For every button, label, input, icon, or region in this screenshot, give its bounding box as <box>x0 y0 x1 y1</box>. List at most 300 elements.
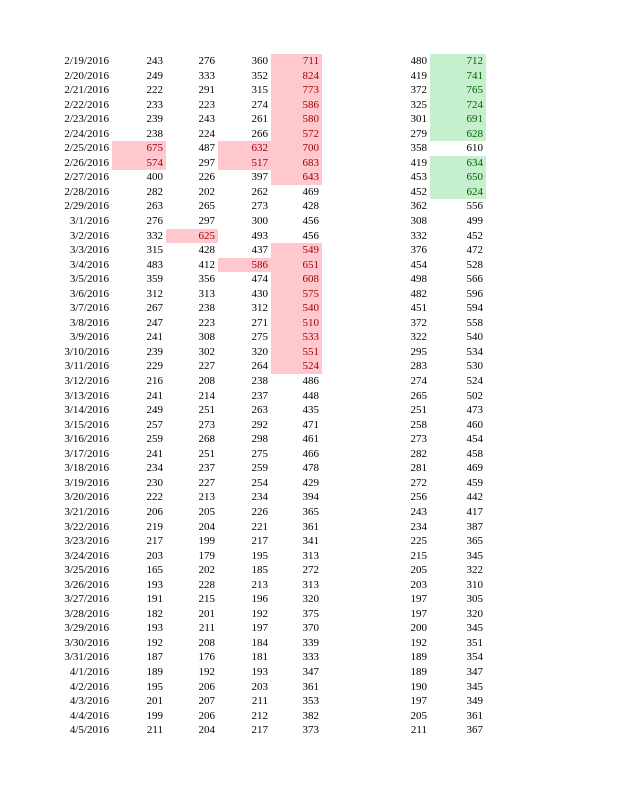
value-cell-col6: 610 <box>466 142 483 155</box>
value-cell-col2: 302 <box>198 345 215 358</box>
date-cell: 2/24/2016 <box>64 127 109 140</box>
value-cell-col3: 184 <box>251 636 268 649</box>
value-cell-col2: 208 <box>198 636 215 649</box>
date-cell: 3/11/2016 <box>64 360 109 373</box>
table-row <box>0 636 618 651</box>
value-cell-col4: 456 <box>302 215 319 228</box>
value-cell-col3: 312 <box>251 302 268 315</box>
value-cell-col5: 498 <box>410 273 427 286</box>
table-row <box>0 272 618 287</box>
value-cell-col5: 197 <box>410 695 427 708</box>
value-cell-col1: 229 <box>146 360 163 373</box>
value-cell-col1: 211 <box>146 724 163 737</box>
value-cell-col3: 254 <box>251 476 268 489</box>
value-cell-col1: 241 <box>146 331 163 344</box>
table-row <box>0 592 618 607</box>
date-cell: 2/20/2016 <box>64 69 109 82</box>
date-cell: 3/9/2016 <box>69 331 109 344</box>
value-cell-col3: 261 <box>251 113 268 126</box>
value-cell-col1: 247 <box>146 316 163 329</box>
table-row <box>0 127 618 142</box>
value-cell-col5: 205 <box>410 709 427 722</box>
value-cell-col5: 274 <box>410 375 427 388</box>
table-row <box>0 650 618 665</box>
value-cell-col2: 227 <box>198 476 215 489</box>
value-cell-col5: 362 <box>410 200 427 213</box>
table-row <box>0 214 618 229</box>
value-cell-col6: 540 <box>466 331 483 344</box>
value-cell-col6: 556 <box>466 200 483 213</box>
table-row <box>0 83 618 98</box>
value-cell-col3: 193 <box>251 665 268 678</box>
value-cell-col5: 197 <box>410 607 427 620</box>
value-cell-col6: 345 <box>466 549 483 562</box>
value-cell-col6: 499 <box>466 215 483 228</box>
value-cell-col4: 572 <box>271 127 322 142</box>
date-cell: 2/28/2016 <box>64 185 109 198</box>
table-row <box>0 243 618 258</box>
value-cell-col2: 228 <box>198 578 215 591</box>
date-cell: 4/2/2016 <box>69 680 109 693</box>
value-cell-col1: 483 <box>146 258 163 271</box>
value-cell-col2: 204 <box>198 520 215 533</box>
value-cell-col2: 201 <box>198 607 215 620</box>
value-cell-col3: 360 <box>251 55 268 67</box>
date-cell: 2/29/2016 <box>64 200 109 213</box>
value-cell-col3: 185 <box>251 564 268 577</box>
value-cell-col1: 267 <box>146 302 163 315</box>
value-cell-col1: 359 <box>146 273 163 286</box>
value-cell-col5: 265 <box>410 389 427 402</box>
date-cell: 3/15/2016 <box>64 418 109 431</box>
value-cell-col5: 203 <box>410 578 427 591</box>
date-cell: 2/21/2016 <box>64 84 109 97</box>
value-cell-col4: 370 <box>302 622 319 635</box>
value-cell-col1: 315 <box>146 244 163 257</box>
value-cell-col2: 213 <box>198 491 215 504</box>
date-cell: 2/22/2016 <box>64 98 109 111</box>
value-cell-col1: 222 <box>146 84 163 97</box>
value-cell-col5: 272 <box>410 476 427 489</box>
value-cell-col5: 451 <box>410 302 427 315</box>
value-cell-col2: 308 <box>198 331 215 344</box>
value-cell-col5: 197 <box>410 593 427 606</box>
value-cell-col5: 372 <box>410 84 427 97</box>
value-cell-col5: 480 <box>410 55 427 67</box>
value-cell-col4: 773 <box>271 83 322 98</box>
value-cell-col4: 361 <box>302 520 319 533</box>
value-cell-col5: 205 <box>410 564 427 577</box>
value-cell-col3: 517 <box>218 156 271 171</box>
table-row <box>0 694 618 709</box>
value-cell-col3: 221 <box>251 520 268 533</box>
table-row <box>0 432 618 447</box>
value-cell-col2: 238 <box>198 302 215 315</box>
value-cell-col1: 238 <box>146 127 163 140</box>
value-cell-col3: 273 <box>251 200 268 213</box>
value-cell-col5: 200 <box>410 622 427 635</box>
value-cell-col2: 333 <box>198 69 215 82</box>
value-cell-col2: 268 <box>198 433 215 446</box>
date-cell: 3/18/2016 <box>64 462 109 475</box>
table-row <box>0 54 618 69</box>
value-cell-col5: 281 <box>410 462 427 475</box>
value-cell-col3: 263 <box>251 404 268 417</box>
value-cell-col1: 243 <box>146 55 163 67</box>
table-row <box>0 359 618 374</box>
date-cell: 3/5/2016 <box>69 273 109 286</box>
date-cell: 2/27/2016 <box>64 171 109 184</box>
date-cell: 3/19/2016 <box>64 476 109 489</box>
value-cell-col6: 524 <box>466 375 483 388</box>
value-cell-col1: 574 <box>112 156 166 171</box>
value-cell-col2: 207 <box>198 695 215 708</box>
value-cell-col1: 234 <box>146 462 163 475</box>
value-cell-col5: 283 <box>410 360 427 373</box>
date-cell: 3/7/2016 <box>69 302 109 315</box>
value-cell-col1: 332 <box>146 229 163 242</box>
value-cell-col2: 243 <box>198 113 215 126</box>
table-row <box>0 505 618 520</box>
value-cell-col4: 429 <box>302 476 319 489</box>
table-row <box>0 258 618 273</box>
value-cell-col3: 397 <box>251 171 268 184</box>
value-cell-col2: 251 <box>198 404 215 417</box>
date-cell: 3/16/2016 <box>64 433 109 446</box>
date-cell: 3/8/2016 <box>69 316 109 329</box>
value-cell-col1: 199 <box>146 709 163 722</box>
value-cell-col2: 215 <box>198 593 215 606</box>
value-cell-col1: 192 <box>146 636 163 649</box>
value-cell-col2: 428 <box>198 244 215 257</box>
value-cell-col5: 372 <box>410 316 427 329</box>
value-cell-col6: 361 <box>466 709 483 722</box>
value-cell-col4: 469 <box>302 185 319 198</box>
table-row <box>0 549 618 564</box>
date-cell: 3/12/2016 <box>64 375 109 388</box>
value-cell-col6: 452 <box>466 229 483 242</box>
value-cell-col2: 223 <box>198 316 215 329</box>
value-cell-col2: 313 <box>198 287 215 300</box>
value-cell-col1: 206 <box>146 505 163 518</box>
value-cell-col2: 176 <box>198 651 215 664</box>
value-cell-col6: 534 <box>466 345 483 358</box>
date-cell: 4/3/2016 <box>69 695 109 708</box>
value-cell-col6: 305 <box>466 593 483 606</box>
value-cell-col3: 217 <box>251 724 268 737</box>
date-cell: 3/22/2016 <box>64 520 109 533</box>
value-cell-col5: 454 <box>410 258 427 271</box>
value-cell-col4: 683 <box>271 156 322 171</box>
value-cell-col6: 596 <box>466 287 483 300</box>
value-cell-col5: 322 <box>410 331 427 344</box>
value-cell-col6: 460 <box>466 418 483 431</box>
value-cell-col3: 300 <box>251 215 268 228</box>
value-cell-col6: 345 <box>466 680 483 693</box>
value-cell-col5: 419 <box>410 156 427 169</box>
table-row <box>0 461 618 476</box>
value-cell-col4: 471 <box>302 418 319 431</box>
value-cell-col2: 487 <box>198 142 215 155</box>
table-row <box>0 229 618 244</box>
table-row <box>0 520 618 535</box>
value-cell-col3: 264 <box>251 360 268 373</box>
table-row <box>0 301 618 316</box>
value-cell-col5: 190 <box>410 680 427 693</box>
value-cell-col5: 295 <box>410 345 427 358</box>
value-cell-col6: 594 <box>466 302 483 315</box>
value-cell-col1: 263 <box>146 200 163 213</box>
date-cell: 2/25/2016 <box>64 142 109 155</box>
value-cell-col3: 352 <box>251 69 268 82</box>
value-cell-col6: 320 <box>466 607 483 620</box>
table-row <box>0 476 618 491</box>
table-row <box>0 447 618 462</box>
value-cell-col1: 249 <box>146 69 163 82</box>
table-row <box>0 665 618 680</box>
value-cell-col4: 353 <box>302 695 319 708</box>
value-cell-col6: 528 <box>466 258 483 271</box>
value-cell-col4: 824 <box>271 69 322 84</box>
value-cell-col4: 320 <box>302 593 319 606</box>
date-cell: 3/25/2016 <box>64 564 109 577</box>
value-cell-col3: 275 <box>251 331 268 344</box>
value-cell-col6: 724 <box>430 98 486 113</box>
date-cell: 3/31/2016 <box>64 651 109 664</box>
value-cell-col1: 675 <box>112 141 166 156</box>
value-cell-col6: 354 <box>466 651 483 664</box>
value-cell-col2: 199 <box>198 535 215 548</box>
table-row <box>0 170 618 185</box>
value-cell-col6: 502 <box>466 389 483 402</box>
value-cell-col3: 181 <box>251 651 268 664</box>
table-row <box>0 680 618 695</box>
value-cell-col6: 628 <box>430 127 486 142</box>
date-cell: 2/26/2016 <box>64 156 109 169</box>
value-cell-col6: 459 <box>466 476 483 489</box>
value-cell-col6: 530 <box>466 360 483 373</box>
value-cell-col3: 259 <box>251 462 268 475</box>
value-cell-col3: 274 <box>251 98 268 111</box>
value-cell-col5: 234 <box>410 520 427 533</box>
value-cell-col1: 233 <box>146 98 163 111</box>
date-cell: 4/4/2016 <box>69 709 109 722</box>
value-cell-col1: 241 <box>146 389 163 402</box>
value-cell-col1: 400 <box>146 171 163 184</box>
table-row <box>0 141 618 156</box>
value-cell-col3: 586 <box>218 258 271 273</box>
date-cell: 2/19/2016 <box>64 55 109 67</box>
value-cell-col5: 256 <box>410 491 427 504</box>
date-cell: 3/27/2016 <box>64 593 109 606</box>
value-cell-col3: 320 <box>251 345 268 358</box>
value-cell-col5: 273 <box>410 433 427 446</box>
value-cell-col2: 412 <box>198 258 215 271</box>
value-cell-col5: 211 <box>410 724 427 737</box>
value-cell-col5: 258 <box>410 418 427 431</box>
value-cell-col4: 524 <box>271 359 322 374</box>
value-cell-col5: 453 <box>410 171 427 184</box>
value-cell-col4: 586 <box>271 98 322 113</box>
table-row <box>0 389 618 404</box>
value-cell-col4: 373 <box>302 724 319 737</box>
value-cell-col4: 456 <box>302 229 319 242</box>
value-cell-col1: 230 <box>146 476 163 489</box>
date-cell: 4/5/2016 <box>69 724 109 737</box>
value-cell-col4: 549 <box>271 243 322 258</box>
data-sheet <box>0 54 618 738</box>
value-cell-col4: 333 <box>302 651 319 664</box>
value-cell-col4: 361 <box>302 680 319 693</box>
date-cell: 3/10/2016 <box>64 345 109 358</box>
value-cell-col2: 179 <box>198 549 215 562</box>
value-cell-col4: 313 <box>302 578 319 591</box>
table-row <box>0 621 618 636</box>
date-cell: 3/4/2016 <box>69 258 109 271</box>
table-row <box>0 199 618 214</box>
value-cell-col3: 266 <box>251 127 268 140</box>
value-cell-col6: 741 <box>430 69 486 84</box>
value-cell-col1: 257 <box>146 418 163 431</box>
value-cell-col2: 625 <box>166 229 218 244</box>
value-cell-col6: 469 <box>466 462 483 475</box>
value-cell-col6: 566 <box>466 273 483 286</box>
value-cell-col4: 551 <box>271 345 322 360</box>
value-cell-col2: 297 <box>198 215 215 228</box>
value-cell-col4: 486 <box>302 375 319 388</box>
value-cell-col5: 243 <box>410 505 427 518</box>
value-cell-col1: 239 <box>146 113 163 126</box>
value-cell-col6: 345 <box>466 622 483 635</box>
value-cell-col2: 202 <box>198 564 215 577</box>
value-cell-col2: 192 <box>198 665 215 678</box>
date-cell: 2/23/2016 <box>64 113 109 126</box>
value-cell-col3: 211 <box>251 695 268 708</box>
value-cell-col6: 322 <box>466 564 483 577</box>
table-row <box>0 374 618 389</box>
value-cell-col6: 558 <box>466 316 483 329</box>
value-cell-col2: 273 <box>198 418 215 431</box>
value-cell-col4: 575 <box>271 287 322 302</box>
table-row <box>0 563 618 578</box>
value-cell-col3: 493 <box>251 229 268 242</box>
value-cell-col4: 448 <box>302 389 319 402</box>
value-cell-col5: 308 <box>410 215 427 228</box>
value-cell-col2: 214 <box>198 389 215 402</box>
date-cell: 4/1/2016 <box>69 665 109 678</box>
value-cell-col2: 211 <box>198 622 215 635</box>
date-cell: 3/23/2016 <box>64 535 109 548</box>
value-cell-col3: 203 <box>251 680 268 693</box>
value-cell-col5: 189 <box>410 665 427 678</box>
value-cell-col3: 238 <box>251 375 268 388</box>
value-cell-col2: 204 <box>198 724 215 737</box>
value-cell-col6: 367 <box>466 724 483 737</box>
value-cell-col3: 262 <box>251 185 268 198</box>
value-cell-col5: 358 <box>410 142 427 155</box>
date-cell: 3/20/2016 <box>64 491 109 504</box>
value-cell-col6: 650 <box>430 170 486 185</box>
value-cell-col4: 313 <box>302 549 319 562</box>
value-cell-col3: 430 <box>251 287 268 300</box>
value-cell-col5: 251 <box>410 404 427 417</box>
value-cell-col4: 339 <box>302 636 319 649</box>
table-row <box>0 69 618 84</box>
value-cell-col3: 196 <box>251 593 268 606</box>
value-cell-col1: 216 <box>146 375 163 388</box>
value-cell-col1: 276 <box>146 215 163 228</box>
value-cell-col5: 419 <box>410 69 427 82</box>
date-cell: 3/24/2016 <box>64 549 109 562</box>
value-cell-col1: 191 <box>146 593 163 606</box>
value-cell-col3: 234 <box>251 491 268 504</box>
value-cell-col6: 417 <box>466 505 483 518</box>
value-cell-col4: 365 <box>302 505 319 518</box>
value-cell-col1: 195 <box>146 680 163 693</box>
value-cell-col3: 212 <box>251 709 268 722</box>
value-cell-col4: 651 <box>271 258 322 273</box>
value-cell-col6: 351 <box>466 636 483 649</box>
table-row <box>0 345 618 360</box>
value-cell-col3: 213 <box>251 578 268 591</box>
value-cell-col5: 282 <box>410 447 427 460</box>
value-cell-col1: 182 <box>146 607 163 620</box>
value-cell-col2: 206 <box>198 680 215 693</box>
value-cell-col1: 219 <box>146 520 163 533</box>
value-cell-col4: 510 <box>271 316 322 331</box>
value-cell-col4: 461 <box>302 433 319 446</box>
value-cell-col1: 222 <box>146 491 163 504</box>
date-cell: 3/3/2016 <box>69 244 109 257</box>
date-cell: 3/1/2016 <box>69 215 109 228</box>
value-cell-col4: 711 <box>271 54 322 69</box>
value-cell-col6: 310 <box>466 578 483 591</box>
table-row <box>0 490 618 505</box>
table-row <box>0 156 618 171</box>
value-cell-col3: 195 <box>251 549 268 562</box>
table-row <box>0 287 618 302</box>
value-cell-col5: 192 <box>410 636 427 649</box>
value-cell-col1: 259 <box>146 433 163 446</box>
date-cell: 3/2/2016 <box>69 229 109 242</box>
value-cell-col6: 347 <box>466 665 483 678</box>
value-cell-col6: 472 <box>466 244 483 257</box>
table-row <box>0 112 618 127</box>
value-cell-col2: 356 <box>198 273 215 286</box>
value-cell-col4: 580 <box>271 112 322 127</box>
value-cell-col6: 691 <box>430 112 486 127</box>
value-cell-col5: 452 <box>410 185 427 198</box>
value-cell-col3: 197 <box>251 622 268 635</box>
value-cell-col5: 225 <box>410 535 427 548</box>
value-cell-col1: 189 <box>146 665 163 678</box>
value-cell-col1: 282 <box>146 185 163 198</box>
value-cell-col2: 224 <box>198 127 215 140</box>
value-cell-col1: 165 <box>146 564 163 577</box>
value-cell-col6: 387 <box>466 520 483 533</box>
value-cell-col2: 206 <box>198 709 215 722</box>
value-cell-col1: 217 <box>146 535 163 548</box>
value-cell-col2: 265 <box>198 200 215 213</box>
value-cell-col2: 251 <box>198 447 215 460</box>
date-cell: 3/13/2016 <box>64 389 109 402</box>
value-cell-col6: 712 <box>430 54 486 69</box>
value-cell-col2: 291 <box>198 84 215 97</box>
value-cell-col3: 632 <box>218 141 271 156</box>
value-cell-col6: 365 <box>466 535 483 548</box>
value-cell-col4: 466 <box>302 447 319 460</box>
table-row <box>0 709 618 724</box>
